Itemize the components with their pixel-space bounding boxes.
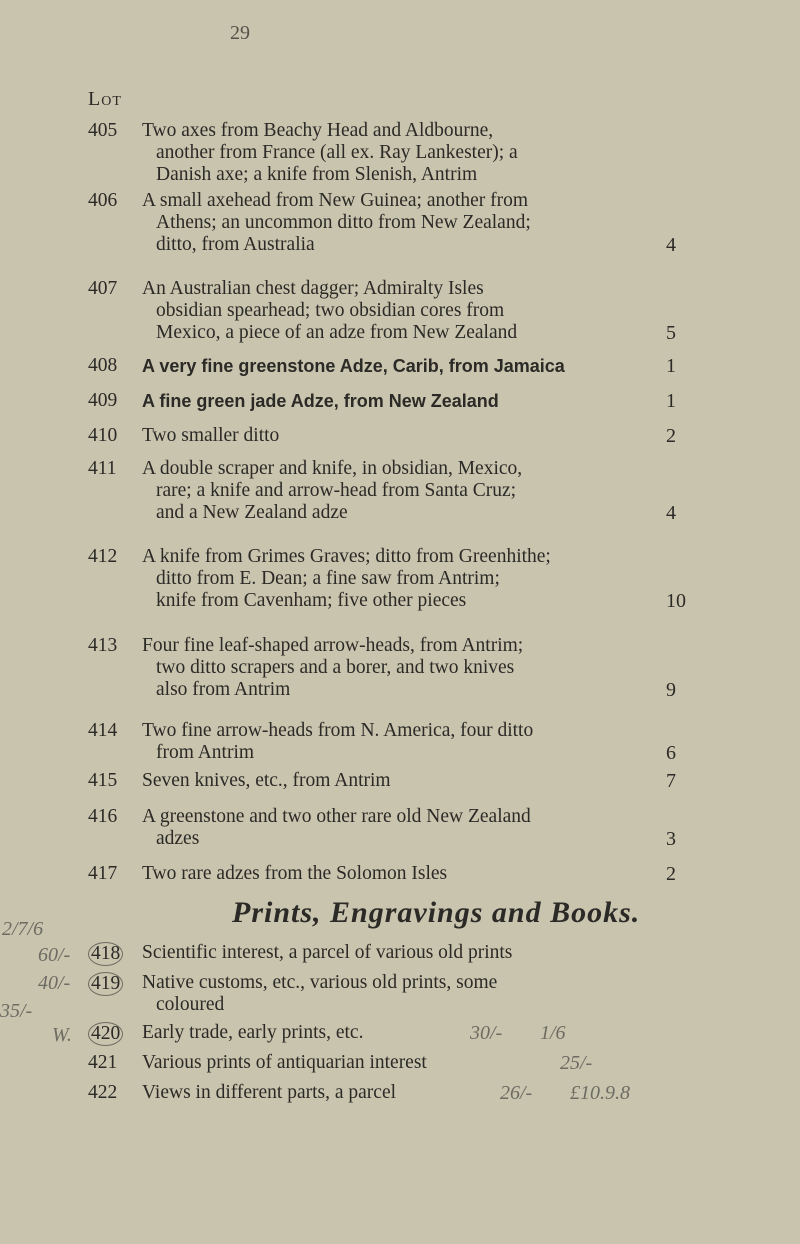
pencil-note: £10.9.8: [570, 1082, 630, 1104]
description-line: obsidian spearhead; two obsidian cores from: [156, 300, 505, 321]
description-line: A greenstone and two other rare old New Zealand: [142, 806, 531, 827]
lot-description: [142, 942, 642, 964]
item-count: 4: [666, 502, 676, 524]
lot-description: [142, 863, 642, 885]
lot-description: [142, 546, 642, 612]
description-line: Scientific interest, a parcel of various old prints: [142, 942, 513, 963]
description-line: A knife from Grimes Graves; ditto from Greenhithe;: [142, 546, 551, 567]
item-count: 7: [666, 770, 676, 792]
pencil-note: 1/6: [540, 1022, 566, 1044]
description-line: also from Antrim: [156, 679, 291, 700]
description-line: Various prints of antiquarian interest: [142, 1052, 427, 1073]
pencil-note: 40/-: [38, 972, 71, 994]
item-count: 4: [666, 234, 676, 256]
item-count: 2: [666, 425, 676, 447]
description-line: Danish axe; a knife from Slenish, Antrim: [156, 164, 478, 185]
lot-number: 412: [88, 546, 118, 567]
lot-number: 405: [88, 120, 118, 141]
lot-number: 416: [88, 806, 118, 827]
description-line: coloured: [156, 994, 225, 1015]
description-line: adzes: [156, 828, 200, 849]
lot-description: [142, 278, 642, 344]
lot-number: 418: [88, 942, 123, 966]
lot-description: [142, 458, 642, 524]
description-line: two ditto scrapers and a borer, and two knives: [156, 657, 515, 678]
description-line: A very fine greenstone Adze, Carib, from Jamaica: [142, 356, 565, 376]
pencil-note: 25/-: [560, 1052, 593, 1074]
description-line: Native customs, etc., various old prints, some: [142, 972, 498, 993]
description-line: ditto, from Australia: [156, 234, 315, 255]
description-line: ditto from E. Dean; a fine saw from Antrim;: [156, 568, 500, 589]
lot-number: 415: [88, 770, 118, 791]
description-line: A fine green jade Adze, from New Zealand: [142, 391, 499, 411]
description-line: A small axehead from New Guinea; another from: [142, 190, 529, 211]
description-line: Views in different parts, a parcel: [142, 1082, 397, 1103]
description-line: from Antrim: [156, 742, 255, 763]
description-line: another from France (all ex. Ray Lankester); a: [156, 142, 518, 163]
pencil-note: 2/7/6: [2, 918, 44, 940]
lot-number: 420: [88, 1022, 123, 1046]
lot-column-header: Lot: [88, 88, 122, 110]
lot-description: [142, 425, 642, 447]
lot-number: 414: [88, 720, 118, 741]
page-number: 29: [230, 22, 250, 44]
description-line: Mexico, a piece of an adze from New Zealand: [156, 322, 518, 343]
lot-description: [142, 635, 642, 701]
lot-number: 406: [88, 190, 118, 211]
item-count: 2: [666, 863, 676, 885]
item-count: 1: [666, 390, 676, 412]
description-line: Two smaller ditto: [142, 425, 280, 446]
pencil-note: 26/-: [500, 1082, 533, 1104]
lot-description: [142, 770, 642, 792]
description-line: Athens; an uncommon ditto from New Zealand;: [156, 212, 531, 233]
description-line: Two fine arrow-heads from N. America, four ditto: [142, 720, 534, 741]
pencil-note: W.: [52, 1024, 72, 1046]
item-count: 3: [666, 828, 676, 850]
lot-description: [142, 806, 642, 850]
lot-description: [142, 1082, 642, 1104]
lot-number: 409: [88, 390, 118, 411]
lot-number: 417: [88, 863, 118, 884]
description-line: and a New Zealand adze: [156, 502, 348, 523]
lot-description: [142, 390, 642, 412]
pencil-note: 60/-: [38, 944, 71, 966]
description-line: Seven knives, etc., from Antrim: [142, 770, 391, 791]
lot-number: 410: [88, 425, 118, 446]
description-line: Two axes from Beachy Head and Aldbourne,: [142, 120, 494, 141]
pencil-note: 30/-: [470, 1022, 503, 1044]
pencil-note: 35/-: [0, 1000, 33, 1022]
item-count: 6: [666, 742, 676, 764]
item-count: 1: [666, 355, 676, 377]
lot-description: [142, 190, 642, 256]
lot-number: 422: [88, 1082, 118, 1103]
description-line: Early trade, early prints, etc.: [142, 1022, 364, 1043]
lot-number: 413: [88, 635, 118, 656]
lot-description: [142, 120, 642, 186]
lot-number: 419: [88, 972, 123, 996]
lot-number: 411: [88, 458, 117, 479]
lot-description: [142, 720, 642, 764]
description-line: Four fine leaf-shaped arrow-heads, from Antrim;: [142, 635, 524, 656]
lot-description: [142, 972, 642, 1016]
description-line: An Australian chest dagger; Admiralty Isles: [142, 278, 484, 299]
lot-description: [142, 355, 642, 377]
lot-number: 407: [88, 278, 118, 299]
item-count: 9: [666, 679, 676, 701]
item-count: 10: [666, 590, 686, 612]
description-line: A double scraper and knife, in obsidian, Mexico,: [142, 458, 523, 479]
lot-number: 408: [88, 355, 118, 376]
section-heading: Prints, Engravings and Books.: [232, 896, 641, 929]
description-line: Two rare adzes from the Solomon Isles: [142, 863, 448, 884]
description-line: knife from Cavenham; five other pieces: [156, 590, 467, 611]
item-count: 5: [666, 322, 676, 344]
description-line: rare; a knife and arrow-head from Santa Cruz;: [156, 480, 517, 501]
lot-description: [142, 1022, 642, 1044]
lot-number: 421: [88, 1052, 118, 1073]
